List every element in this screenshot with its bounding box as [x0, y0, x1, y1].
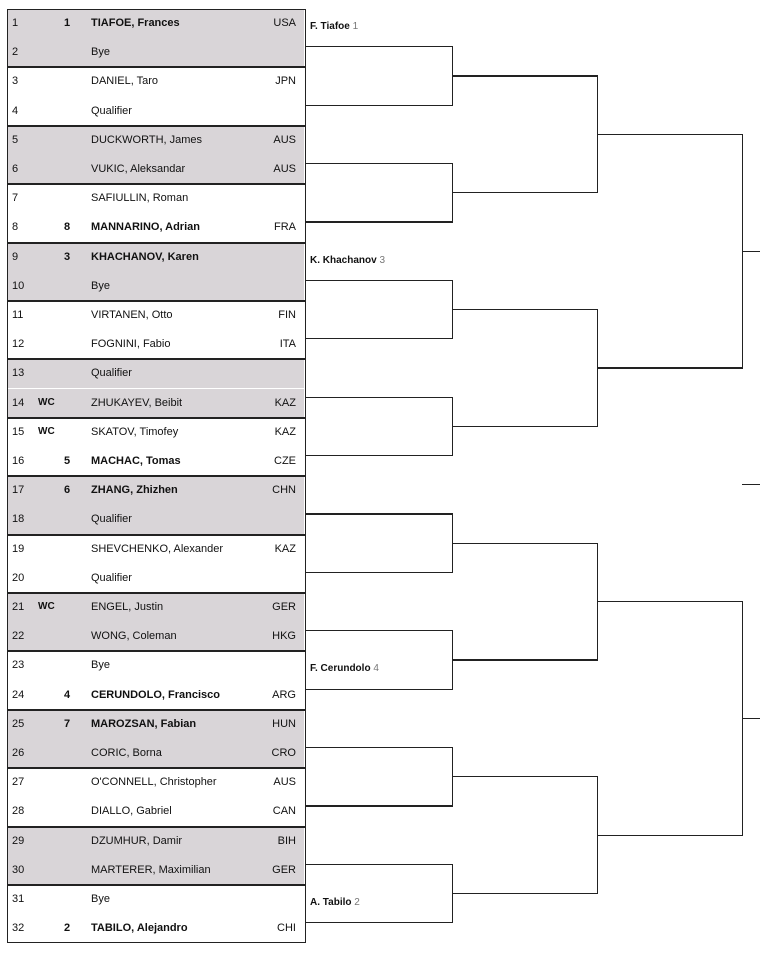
draw-position: 21	[12, 601, 25, 613]
bracket-line	[305, 922, 452, 923]
bracket-line	[305, 747, 452, 748]
player-name: O'CONNELL, Christopher	[91, 776, 217, 789]
bracket-line	[452, 893, 597, 894]
nationality: GER	[272, 863, 296, 876]
draw-position: 9	[12, 250, 19, 263]
match-box	[7, 651, 306, 709]
draw-position: 16	[12, 455, 25, 467]
draw-position: 19	[12, 542, 25, 555]
bracket-line	[452, 309, 597, 310]
draw-position: 13	[12, 367, 25, 380]
draw-position: 32	[12, 922, 25, 935]
bracket-line	[305, 105, 452, 106]
player-name: Bye	[91, 893, 110, 905]
player-name: DIALLO, Gabriel	[91, 805, 172, 818]
advancer-name: A. Tabilo	[310, 897, 355, 908]
advancer-label	[310, 21, 358, 32]
bracket-line	[305, 163, 452, 164]
draw-position: 28	[12, 805, 25, 818]
advancer-name: F. Cerundolo	[310, 663, 374, 675]
nationality: AUS	[273, 133, 296, 146]
bracket-line	[305, 455, 452, 456]
bracket-line	[305, 513, 452, 514]
nationality: CHN	[272, 484, 296, 497]
bracket-line	[305, 805, 452, 806]
seed-number: 3	[63, 250, 71, 263]
player-name: CERUNDOLO, Francisco	[91, 688, 220, 701]
player-name: ZHANG, Zhizhen	[91, 484, 178, 497]
bracket-line	[305, 630, 452, 631]
bracket-line	[305, 221, 452, 222]
draw-position: 29	[12, 834, 25, 847]
nationality: AUS	[273, 163, 296, 175]
seed-number: 5	[63, 455, 71, 467]
player-name: MAROZSAN, Fabian	[91, 717, 197, 730]
bracket-line	[305, 46, 452, 47]
nationality: CAN	[272, 805, 296, 818]
match-box	[7, 184, 306, 242]
draw-position: 30	[12, 863, 25, 876]
nationality: FIN	[278, 309, 296, 321]
nationality: USA	[273, 17, 296, 29]
match-box	[7, 9, 306, 67]
seed-number: 1	[63, 17, 71, 29]
player-name: Bye	[91, 279, 110, 292]
seed-number: 2	[63, 922, 71, 935]
bracket-line	[452, 776, 597, 777]
draw-position: 26	[12, 747, 25, 759]
nationality: CZE	[274, 455, 296, 467]
match-box	[7, 768, 306, 826]
nationality: CRO	[271, 747, 296, 759]
match-box	[7, 885, 306, 943]
entry-status: WC	[38, 425, 55, 437]
bracket-line	[305, 280, 452, 281]
draw-position: 1	[12, 17, 19, 29]
nationality: KAZ	[274, 396, 296, 409]
match-box	[7, 710, 306, 768]
player-name: Qualifier	[91, 513, 132, 526]
player-name: DUCKWORTH, James	[91, 133, 203, 146]
player-name: KHACHANOV, Karen	[91, 250, 199, 263]
entry-status: WC	[38, 396, 55, 408]
nationality: JPN	[275, 75, 296, 88]
match-box	[7, 827, 306, 885]
advancer-label	[310, 255, 385, 266]
draw-position: 12	[12, 338, 25, 351]
player-name: WONG, Coleman	[91, 630, 177, 643]
draw-position: 20	[12, 571, 25, 584]
seed-number: 7	[63, 717, 71, 730]
advancer-seed: 1	[352, 21, 359, 32]
player-name: SAFIULLIN, Roman	[91, 192, 189, 205]
match-box	[7, 301, 306, 359]
entry-status: WC	[38, 601, 55, 612]
nationality: KAZ	[274, 542, 296, 555]
player-name: MACHAC, Tomas	[91, 455, 181, 467]
player-name: Qualifier	[91, 104, 132, 117]
draw-position: 3	[12, 75, 19, 88]
player-name: Qualifier	[91, 367, 132, 380]
seed-number: 4	[63, 688, 71, 701]
nationality: FRA	[274, 221, 296, 234]
advancer-seed: 3	[379, 254, 386, 266]
nationality: HUN	[272, 717, 296, 730]
draw-position: 4	[12, 104, 19, 117]
bracket-line	[452, 75, 597, 76]
bracket-line	[305, 572, 452, 573]
bracket-line	[305, 689, 452, 690]
bracket-line	[597, 835, 742, 836]
player-name: MANNARINO, Adrian	[91, 221, 200, 234]
draw-position: 31	[12, 893, 25, 905]
match-box	[7, 418, 306, 476]
match-box	[7, 243, 306, 301]
player-name: TIAFOE, Frances	[91, 17, 180, 29]
draw-position: 18	[12, 513, 25, 526]
bracket-line	[742, 484, 760, 485]
advancer-label	[310, 897, 360, 908]
bracket-line	[597, 367, 742, 368]
nationality: ITA	[279, 338, 296, 351]
bracket-line	[742, 251, 760, 252]
draw-position: 11	[12, 309, 24, 321]
bracket-line	[305, 338, 452, 339]
bracket-line	[452, 659, 597, 660]
advancer-seed: 4	[373, 663, 379, 675]
draw-position: 8	[12, 221, 19, 234]
draw-position: 10	[12, 279, 25, 292]
match-box	[7, 67, 306, 125]
draw-position: 15	[12, 425, 25, 438]
player-name: ENGEL, Justin	[91, 601, 164, 613]
player-name: MARTERER, Maximilian	[91, 863, 211, 876]
player-name: DZUMHUR, Damir	[91, 834, 183, 847]
player-name: FOGNINI, Fabio	[91, 338, 171, 351]
draw-position: 14	[12, 396, 25, 409]
bracket-line	[305, 864, 452, 865]
nationality: AUS	[273, 776, 296, 789]
advancer-name: K. Khachanov	[310, 254, 380, 266]
advancer-label	[310, 663, 379, 674]
seed-number: 6	[63, 484, 71, 497]
draw-position: 27	[12, 776, 25, 789]
bracket-line	[452, 192, 597, 193]
bracket-line	[452, 543, 597, 544]
match-box	[7, 593, 306, 651]
bracket-line	[742, 718, 760, 719]
player-name: TABILO, Alejandro	[91, 922, 188, 935]
nationality: HKG	[272, 630, 296, 643]
draw-position: 25	[12, 717, 25, 730]
player-name: Bye	[91, 46, 110, 59]
seed-number: 8	[63, 221, 71, 234]
player-name: DANIEL, Taro	[91, 75, 159, 88]
draw-position: 5	[12, 133, 19, 146]
bracket-line	[452, 426, 597, 427]
nationality: BIH	[277, 834, 296, 847]
match-box	[7, 476, 306, 534]
player-name: SKATOV, Timofey	[91, 425, 179, 438]
draw-position: 22	[12, 630, 25, 643]
nationality: GER	[272, 601, 296, 613]
draw-position: 2	[12, 46, 19, 59]
match-box	[7, 535, 306, 593]
player-name: CORIC, Borna	[91, 747, 162, 759]
player-name: VUKIC, Aleksandar	[91, 163, 186, 175]
match-box	[7, 359, 306, 417]
bracket-line	[597, 601, 742, 602]
bracket-line	[305, 397, 452, 398]
draw-position: 17	[12, 484, 25, 497]
bracket-line	[597, 134, 742, 135]
advancer-name: F. Tiafoe	[310, 21, 353, 32]
nationality: ARG	[272, 688, 296, 701]
player-name: ZHUKAYEV, Beibit	[91, 396, 183, 409]
match-box	[7, 126, 306, 184]
draw-position: 6	[12, 163, 19, 175]
draw-position: 7	[12, 192, 19, 205]
player-name: Bye	[91, 659, 110, 672]
nationality: CHI	[277, 922, 296, 935]
draw-position: 24	[12, 688, 25, 701]
player-name: VIRTANEN, Otto	[91, 309, 173, 321]
nationality: KAZ	[274, 425, 296, 438]
player-name: Qualifier	[91, 571, 132, 584]
advancer-seed: 2	[354, 897, 360, 908]
draw-position: 23	[12, 659, 25, 672]
player-name: SHEVCHENKO, Alexander	[91, 542, 224, 555]
